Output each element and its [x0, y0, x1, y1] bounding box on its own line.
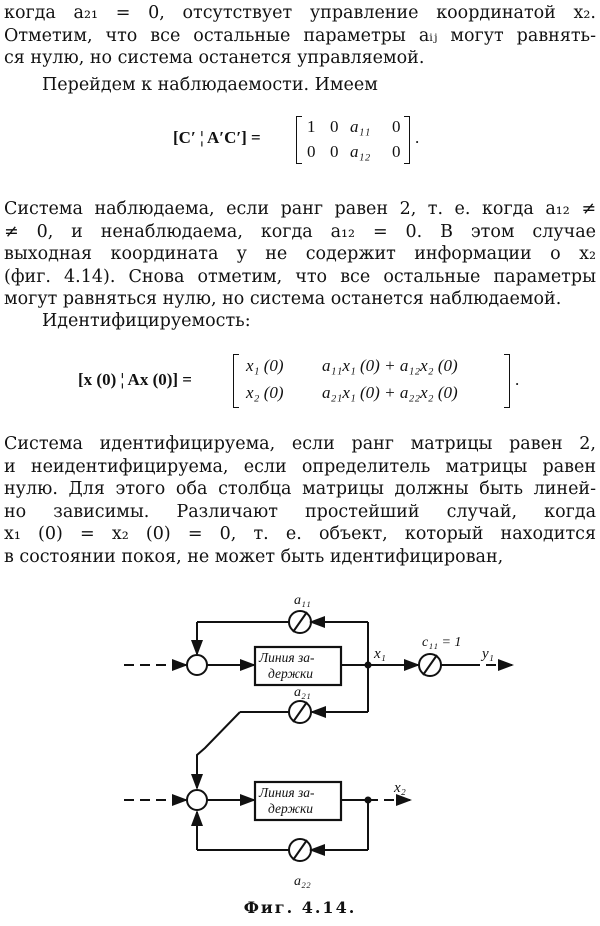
matrix-cell: 0 [392, 117, 401, 136]
label-a11: a₁₁ [294, 593, 311, 608]
equation-observability [0, 112, 600, 168]
matrix-cell: x₂ (0) [246, 383, 284, 402]
block-label-top-1: Линия за- [259, 650, 315, 665]
text-line: (фиг. 4.14). Снова отметим, что все остальные параметры [4, 266, 596, 287]
block-label-bottom-1: Линия за- [259, 785, 315, 800]
matrix-bracket-right [404, 116, 410, 164]
text-line: но зависимы. Различают простейший случай, когда [4, 501, 596, 522]
label-c11: c₁₁ = 1 [422, 635, 462, 650]
label-a22: a₂₂ [294, 874, 311, 889]
text-line: ся нулю, но система останется управляемой. [4, 48, 425, 68]
matrix-cell: a₁₁ [350, 117, 371, 136]
paragraph-4 [4, 310, 596, 333]
matrix-cell: 1 [307, 117, 316, 136]
paragraph-5 [4, 433, 596, 568]
label-a21: a₂₁ [294, 685, 311, 700]
text-line: могут равняться нулю, но система останется наблюдаемой. [4, 289, 562, 309]
block-diagram [0, 580, 600, 892]
text-line: Система идентифицируема, если ранг матрицы равен 2, [4, 434, 596, 454]
paragraph-2 [4, 74, 596, 97]
matrix-cell: a₁₁x₁ (0) + a₁₂x₂ (0) [322, 356, 458, 375]
matrix-bracket-right [504, 354, 510, 408]
label-x1: x₁ [374, 646, 386, 662]
text-line: Идентифицируемость: [42, 311, 251, 331]
paragraph-3 [4, 198, 596, 311]
matrix-bracket-left [296, 116, 302, 164]
matrix-cell: 0 [307, 142, 316, 161]
matrix-cell: x₁ (0) [246, 356, 284, 375]
text-line: Отметим, что все остальные параметры aᵢⱼ могут равнять- [4, 25, 596, 46]
label-x2: x₂ [394, 780, 406, 796]
text-line: x₁ (0) = x₂ (0) = 0, т. е. объект, который находится [4, 524, 596, 544]
matrix-cell: a₂₁x₁ (0) + a₂₂x₂ (0) [322, 383, 458, 402]
paragraph-1 [4, 2, 596, 70]
label-y1: y₁ [482, 646, 494, 662]
figure-caption: Фиг. 4.14. [243, 898, 357, 917]
block-label-top-2: держки [268, 666, 314, 681]
matrix-cell: 0 [392, 142, 401, 161]
summing-junction-top [187, 655, 207, 675]
block-label-bottom-2: держки [268, 801, 314, 816]
matrix-cell: 0 [330, 142, 339, 161]
matrix-cell: 0 [330, 117, 339, 136]
text-line: выходная координата y не содержит информации о x₂ [4, 244, 596, 264]
text-line: когда a₂₁ = 0, отсутствует управление координатой x₂. [4, 3, 596, 23]
text-line: нулю. Для этого оба столбца матрицы должны быть линей- [4, 479, 596, 499]
matrix-bracket-left [233, 354, 239, 408]
matrix-cell: a₁₂ [350, 142, 371, 161]
equation-lhs: [C′ ¦ A′C′] = [173, 128, 261, 147]
equation-end: . [415, 128, 420, 147]
text-line: в состоянии покоя, не может быть идентифицирован, [4, 546, 504, 567]
text-line: Перейдем к наблюдаемости. Имеем [42, 75, 378, 95]
text-line: Система наблюдаема, если ранг равен 2, т. е. когда a₁₂ ≠ [4, 199, 596, 219]
text-line: ≠ 0, и ненаблюдаема, когда a₁₂ = 0. В этом случае [4, 221, 596, 242]
equation-lhs: [x (0) ¦ Ax (0)] = [78, 370, 192, 389]
text-line: и неидентифицируема, если определитель матрицы равен [4, 456, 596, 477]
equation-end: . [515, 370, 520, 389]
summing-junction-bottom [187, 790, 207, 810]
equation-identifiability [0, 350, 600, 412]
